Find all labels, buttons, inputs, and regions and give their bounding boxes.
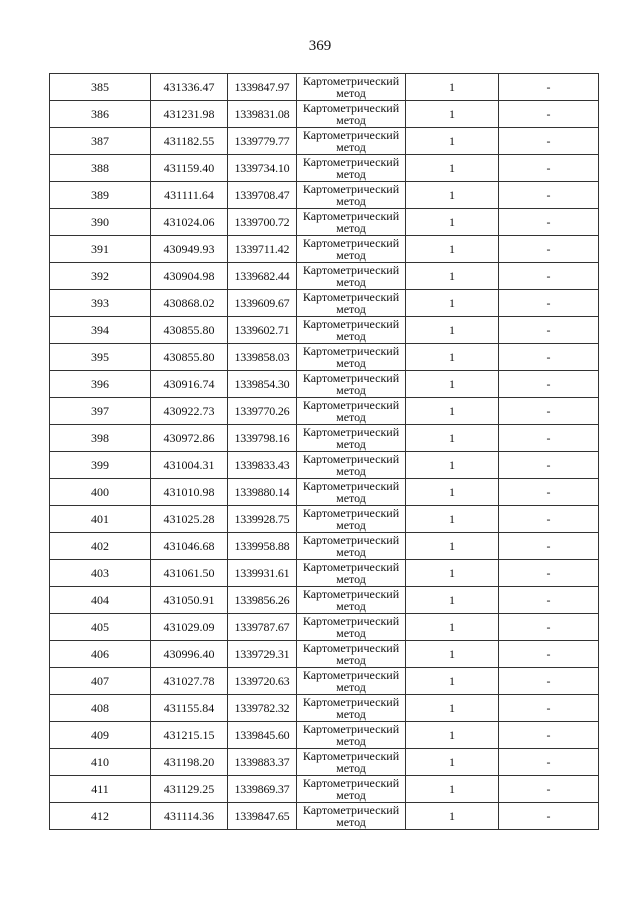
point-number-cell: 407 [50, 668, 151, 695]
point-number-cell: 411 [50, 776, 151, 803]
method-line-2: метод [336, 626, 366, 640]
method-cell [297, 209, 406, 236]
method-line-1: Картометрический [302, 101, 400, 115]
method-line-2: метод [336, 599, 366, 613]
precision-cell: 1 [406, 479, 499, 506]
method-line-1: Картометрический [302, 695, 400, 709]
precision-cell: 1 [406, 641, 499, 668]
x-coordinate-cell: 431010.98 [151, 479, 228, 506]
method-cell [297, 398, 406, 425]
method-line-2: метод [336, 815, 366, 829]
x-coordinate-cell: 431231.98 [151, 101, 228, 128]
x-coordinate-cell: 431024.06 [151, 209, 228, 236]
y-coordinate-cell: 1339858.03 [228, 344, 297, 371]
description-cell: - [499, 803, 599, 830]
x-coordinate-cell: 430904.98 [151, 263, 228, 290]
method-line-2: метод [336, 113, 366, 127]
precision-cell: 1 [406, 398, 499, 425]
x-coordinate-cell: 431215.15 [151, 722, 228, 749]
description-cell: - [499, 371, 599, 398]
y-coordinate-cell: 1339869.37 [228, 776, 297, 803]
precision-cell: 1 [406, 722, 499, 749]
description-cell: - [499, 290, 599, 317]
method-line-2: метод [336, 545, 366, 559]
table-row [50, 128, 599, 155]
x-coordinate-cell: 431155.84 [151, 695, 228, 722]
precision-cell: 1 [406, 776, 499, 803]
method-line-2: метод [336, 437, 366, 451]
description-cell: - [499, 452, 599, 479]
method-cell [297, 803, 406, 830]
table-row [50, 344, 599, 371]
x-coordinate-cell: 430916.74 [151, 371, 228, 398]
precision-cell: 1 [406, 101, 499, 128]
y-coordinate-cell: 1339779.77 [228, 128, 297, 155]
description-cell: - [499, 668, 599, 695]
point-number-cell: 400 [50, 479, 151, 506]
table-row [50, 101, 599, 128]
table-row [50, 155, 599, 182]
precision-cell: 1 [406, 506, 499, 533]
description-cell: - [499, 317, 599, 344]
table-row [50, 749, 599, 776]
method-line-1: Картометрический [302, 587, 400, 601]
table-row [50, 236, 599, 263]
description-cell: - [499, 776, 599, 803]
y-coordinate-cell: 1339958.88 [228, 533, 297, 560]
method-line-2: метод [336, 572, 366, 586]
y-coordinate-cell: 1339787.67 [228, 614, 297, 641]
method-line-1: Картометрический [302, 533, 400, 547]
precision-cell: 1 [406, 155, 499, 182]
y-coordinate-cell: 1339708.47 [228, 182, 297, 209]
description-cell: - [499, 479, 599, 506]
table-row [50, 695, 599, 722]
y-coordinate-cell: 1339856.26 [228, 587, 297, 614]
method-line-1: Картометрический [302, 398, 400, 412]
table-row [50, 668, 599, 695]
precision-cell: 1 [406, 452, 499, 479]
method-line-2: метод [336, 194, 366, 208]
method-line-2: метод [336, 302, 366, 316]
description-cell: - [499, 128, 599, 155]
method-line-1: Картометрический [302, 479, 400, 493]
x-coordinate-cell: 431061.50 [151, 560, 228, 587]
point-number-cell: 399 [50, 452, 151, 479]
y-coordinate-cell: 1339854.30 [228, 371, 297, 398]
point-number-cell: 395 [50, 344, 151, 371]
y-coordinate-cell: 1339609.67 [228, 290, 297, 317]
y-coordinate-cell: 1339847.65 [228, 803, 297, 830]
table-row [50, 506, 599, 533]
method-cell [297, 236, 406, 263]
description-cell: - [499, 749, 599, 776]
precision-cell: 1 [406, 749, 499, 776]
method-cell [297, 614, 406, 641]
description-cell: - [499, 614, 599, 641]
precision-cell: 1 [406, 695, 499, 722]
precision-cell: 1 [406, 236, 499, 263]
method-line-1: Картометрический [302, 317, 400, 331]
precision-cell: 1 [406, 560, 499, 587]
point-number-cell: 408 [50, 695, 151, 722]
description-cell: - [499, 533, 599, 560]
method-cell [297, 776, 406, 803]
method-line-2: метод [336, 329, 366, 343]
y-coordinate-cell: 1339847.97 [228, 74, 297, 101]
y-coordinate-cell: 1339831.08 [228, 101, 297, 128]
method-line-1: Картометрический [302, 155, 400, 169]
method-cell [297, 587, 406, 614]
point-number-cell: 409 [50, 722, 151, 749]
precision-cell: 1 [406, 533, 499, 560]
x-coordinate-cell: 431129.25 [151, 776, 228, 803]
point-number-cell: 404 [50, 587, 151, 614]
precision-cell: 1 [406, 128, 499, 155]
point-number-cell: 390 [50, 209, 151, 236]
method-cell [297, 74, 406, 101]
point-number-cell: 391 [50, 236, 151, 263]
method-line-2: метод [336, 491, 366, 505]
description-cell: - [499, 398, 599, 425]
method-cell [297, 290, 406, 317]
point-number-cell: 389 [50, 182, 151, 209]
method-line-2: метод [336, 140, 366, 154]
table-row [50, 74, 599, 101]
y-coordinate-cell: 1339782.32 [228, 695, 297, 722]
precision-cell: 1 [406, 614, 499, 641]
precision-cell: 1 [406, 668, 499, 695]
point-number-cell: 406 [50, 641, 151, 668]
table-row [50, 371, 599, 398]
precision-cell: 1 [406, 425, 499, 452]
point-number-cell: 405 [50, 614, 151, 641]
precision-cell: 1 [406, 290, 499, 317]
precision-cell: 1 [406, 182, 499, 209]
table-row [50, 587, 599, 614]
method-cell [297, 506, 406, 533]
point-number-cell: 397 [50, 398, 151, 425]
y-coordinate-cell: 1339682.44 [228, 263, 297, 290]
y-coordinate-cell: 1339602.71 [228, 317, 297, 344]
point-number-cell: 385 [50, 74, 151, 101]
method-cell [297, 695, 406, 722]
precision-cell: 1 [406, 263, 499, 290]
description-cell: - [499, 209, 599, 236]
point-number-cell: 392 [50, 263, 151, 290]
table-row [50, 641, 599, 668]
x-coordinate-cell: 431046.68 [151, 533, 228, 560]
table-row [50, 182, 599, 209]
y-coordinate-cell: 1339883.37 [228, 749, 297, 776]
table-row [50, 722, 599, 749]
method-cell [297, 668, 406, 695]
method-line-2: метод [336, 680, 366, 694]
method-line-2: метод [336, 275, 366, 289]
method-cell [297, 371, 406, 398]
table-row [50, 803, 599, 830]
method-line-2: метод [336, 734, 366, 748]
method-cell [297, 533, 406, 560]
method-cell [297, 749, 406, 776]
table-row [50, 614, 599, 641]
point-number-cell: 403 [50, 560, 151, 587]
method-line-1: Картометрический [302, 128, 400, 142]
y-coordinate-cell: 1339845.60 [228, 722, 297, 749]
description-cell: - [499, 695, 599, 722]
method-line-2: метод [336, 86, 366, 100]
y-coordinate-cell: 1339931.61 [228, 560, 297, 587]
y-coordinate-cell: 1339928.75 [228, 506, 297, 533]
point-number-cell: 412 [50, 803, 151, 830]
y-coordinate-cell: 1339833.43 [228, 452, 297, 479]
method-line-1: Картометрический [302, 614, 400, 628]
method-line-1: Картометрический [302, 344, 400, 358]
method-cell [297, 479, 406, 506]
point-number-cell: 388 [50, 155, 151, 182]
description-cell: - [499, 101, 599, 128]
method-cell [297, 182, 406, 209]
description-cell: - [499, 425, 599, 452]
method-line-2: метод [336, 383, 366, 397]
x-coordinate-cell: 431198.20 [151, 749, 228, 776]
x-coordinate-cell: 430855.80 [151, 317, 228, 344]
description-cell: - [499, 506, 599, 533]
description-cell: - [499, 560, 599, 587]
x-coordinate-cell: 431336.47 [151, 74, 228, 101]
y-coordinate-cell: 1339711.42 [228, 236, 297, 263]
x-coordinate-cell: 431114.36 [151, 803, 228, 830]
method-line-1: Картометрический [302, 236, 400, 250]
x-coordinate-cell: 430996.40 [151, 641, 228, 668]
table-row [50, 263, 599, 290]
x-coordinate-cell: 431025.28 [151, 506, 228, 533]
method-line-1: Картометрический [302, 425, 400, 439]
method-line-2: метод [336, 788, 366, 802]
method-cell [297, 128, 406, 155]
description-cell: - [499, 236, 599, 263]
precision-cell: 1 [406, 587, 499, 614]
point-number-cell: 410 [50, 749, 151, 776]
point-number-cell: 394 [50, 317, 151, 344]
precision-cell: 1 [406, 371, 499, 398]
description-cell: - [499, 587, 599, 614]
table-row [50, 776, 599, 803]
description-cell: - [499, 641, 599, 668]
description-cell: - [499, 263, 599, 290]
y-coordinate-cell: 1339720.63 [228, 668, 297, 695]
table-row [50, 398, 599, 425]
method-line-1: Картометрический [302, 371, 400, 385]
precision-cell: 1 [406, 317, 499, 344]
method-line-1: Картометрический [302, 641, 400, 655]
x-coordinate-cell: 431027.78 [151, 668, 228, 695]
table-row [50, 533, 599, 560]
point-number-cell: 398 [50, 425, 151, 452]
method-line-2: метод [336, 464, 366, 478]
method-cell [297, 344, 406, 371]
point-number-cell: 387 [50, 128, 151, 155]
description-cell: - [499, 344, 599, 371]
y-coordinate-cell: 1339729.31 [228, 641, 297, 668]
method-cell [297, 560, 406, 587]
method-line-1: Картометрический [302, 506, 400, 520]
precision-cell: 1 [406, 344, 499, 371]
method-cell [297, 263, 406, 290]
precision-cell: 1 [406, 209, 499, 236]
method-cell [297, 722, 406, 749]
precision-cell: 1 [406, 803, 499, 830]
method-line-2: метод [336, 356, 366, 370]
table-row [50, 209, 599, 236]
y-coordinate-cell: 1339770.26 [228, 398, 297, 425]
method-line-1: Картометрический [302, 74, 400, 88]
method-cell [297, 317, 406, 344]
method-line-1: Картометрический [302, 722, 400, 736]
x-coordinate-cell: 431029.09 [151, 614, 228, 641]
method-line-1: Картометрический [302, 182, 400, 196]
table-row [50, 317, 599, 344]
page-number: 369 [308, 38, 332, 54]
method-line-1: Картометрический [302, 290, 400, 304]
x-coordinate-cell: 431111.64 [151, 182, 228, 209]
x-coordinate-cell: 431004.31 [151, 452, 228, 479]
method-cell [297, 641, 406, 668]
point-number-cell: 401 [50, 506, 151, 533]
table-row [50, 290, 599, 317]
method-line-2: метод [336, 707, 366, 721]
y-coordinate-cell: 1339734.10 [228, 155, 297, 182]
table-row [50, 560, 599, 587]
x-coordinate-cell: 430949.93 [151, 236, 228, 263]
description-cell: - [499, 182, 599, 209]
description-cell: - [499, 155, 599, 182]
x-coordinate-cell: 430922.73 [151, 398, 228, 425]
method-line-1: Картометрический [302, 803, 400, 817]
x-coordinate-cell: 430972.86 [151, 425, 228, 452]
x-coordinate-cell: 431159.40 [151, 155, 228, 182]
method-cell [297, 425, 406, 452]
method-cell [297, 101, 406, 128]
method-line-2: метод [336, 653, 366, 667]
point-number-cell: 393 [50, 290, 151, 317]
method-line-1: Картометрический [302, 452, 400, 466]
method-line-2: метод [336, 248, 366, 262]
y-coordinate-cell: 1339880.14 [228, 479, 297, 506]
table-row [50, 425, 599, 452]
point-number-cell: 396 [50, 371, 151, 398]
method-line-2: метод [336, 410, 366, 424]
x-coordinate-cell: 431182.55 [151, 128, 228, 155]
method-line-2: метод [336, 167, 366, 181]
method-line-2: метод [336, 221, 366, 235]
method-line-1: Картометрический [302, 668, 400, 682]
method-cell [297, 155, 406, 182]
point-number-cell: 402 [50, 533, 151, 560]
description-cell: - [499, 74, 599, 101]
method-line-2: метод [336, 518, 366, 532]
method-line-1: Картометрический [302, 749, 400, 763]
method-cell [297, 452, 406, 479]
description-cell: - [499, 722, 599, 749]
method-line-1: Картометрический [302, 263, 400, 277]
method-line-2: метод [336, 761, 366, 775]
y-coordinate-cell: 1339700.72 [228, 209, 297, 236]
coordinates-table-body [50, 74, 599, 830]
coordinates-table [49, 73, 599, 830]
point-number-cell: 386 [50, 101, 151, 128]
table-row [50, 452, 599, 479]
x-coordinate-cell: 430868.02 [151, 290, 228, 317]
method-line-1: Картометрический [302, 560, 400, 574]
x-coordinate-cell: 430855.80 [151, 344, 228, 371]
y-coordinate-cell: 1339798.16 [228, 425, 297, 452]
table-row [50, 479, 599, 506]
x-coordinate-cell: 431050.91 [151, 587, 228, 614]
precision-cell: 1 [406, 74, 499, 101]
method-line-1: Картометрический [302, 209, 400, 223]
method-line-1: Картометрический [302, 776, 400, 790]
